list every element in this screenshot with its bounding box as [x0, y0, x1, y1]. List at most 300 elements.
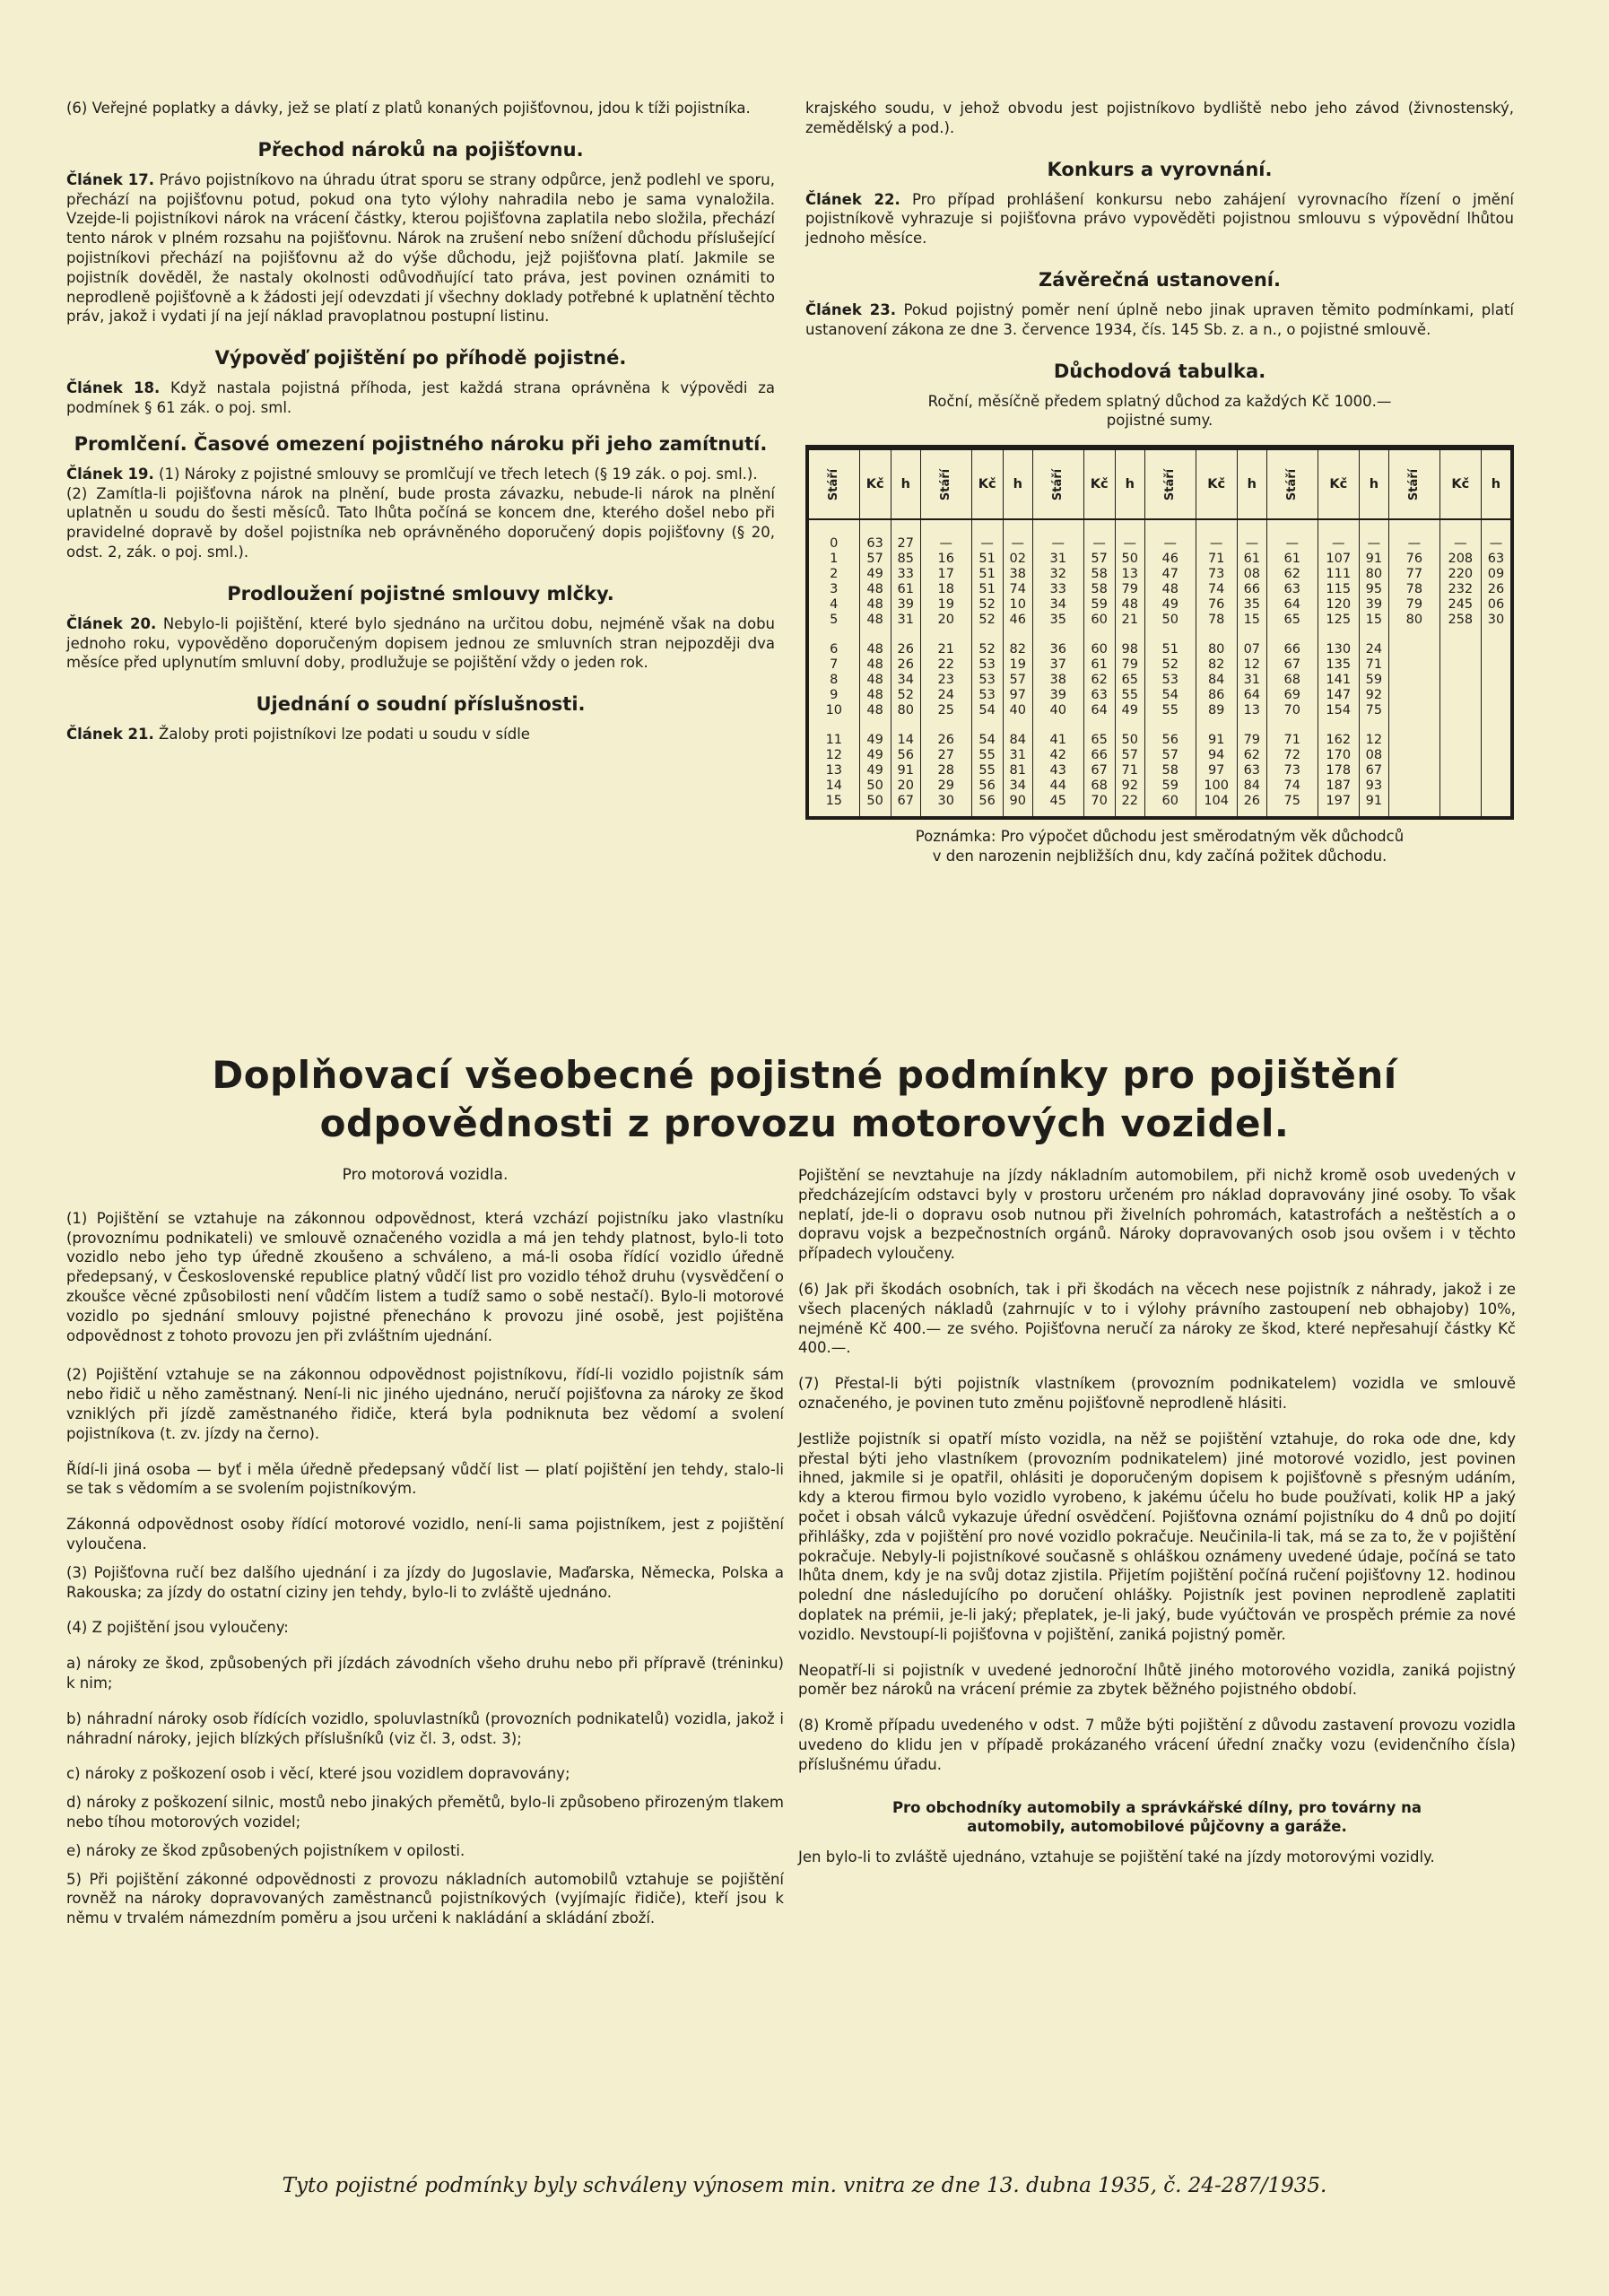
table-cell: 60 — [1083, 628, 1115, 657]
table-cell — [1439, 657, 1481, 673]
table-cell: 37 — [1032, 657, 1083, 673]
table-row — [809, 657, 1510, 673]
table-cell: 12 — [1359, 718, 1388, 748]
table-cell: 120 — [1318, 597, 1359, 613]
table-header-age: Stáří — [1266, 450, 1318, 519]
table-cell: 50 — [1115, 718, 1144, 748]
table-cell: 61 — [891, 582, 920, 597]
table-cell: 26 — [891, 628, 920, 657]
table-cell: 14 — [825, 778, 843, 794]
clause-5: 5) Při pojištění zákonné odpovědnosti z provozu nákladních automobilů vztahuje se pojištění rovněž na nároky dopravovaných zaměstnanců pojistníkových (vyjímajíc řidiče), kteří jsou k němu v trvalém námezdním poměru a jsou určeni k nakládání a skládání zboží. — [66, 1870, 784, 1927]
clause-4e: e) nároky ze škod způsobených pojistníkem v opilosti. — [66, 1841, 465, 1859]
table-cell: 77 — [1388, 567, 1439, 582]
table-cell: 75 — [1359, 703, 1388, 718]
table-cell: 111 — [1318, 567, 1359, 582]
table-cell — [1439, 778, 1481, 794]
article-21-label: Článek 21. — [66, 726, 154, 744]
table-cell: 54 — [971, 718, 1003, 748]
heading-jurisdiction: Ujednání o soudní příslušnosti. — [256, 693, 586, 716]
table-cell: — — [1388, 519, 1439, 552]
table-cell: 11 — [825, 733, 843, 748]
heading-annuity-table: Důchodová tabulka. — [1053, 360, 1266, 382]
table-cell: 220 — [1439, 567, 1481, 582]
table-row — [809, 718, 1510, 748]
table-cell: 56 — [891, 748, 920, 763]
table-subtitle-2: pojistné sumy. — [1106, 412, 1213, 430]
table-cell: 61 — [1266, 552, 1318, 567]
table-cell: 91 — [1196, 718, 1237, 748]
article-20-text: Nebylo-li pojištění, které bylo sjednáno na určitou dobu, nejméně však na dobu jednoho roku, vypověděno doporučeným dopisem jednou ze smluvních stran nejpozději dva měsíce před uplynutím smluvní doby, prodlužuje se pojištění vždy o jeden rok. — [66, 614, 775, 672]
table-cell: — — [1237, 519, 1266, 552]
table-cell: 53 — [971, 673, 1003, 688]
table-cell: 31 — [1237, 673, 1266, 688]
table-cell: 74 — [1003, 582, 1032, 597]
table-cell: 162 — [1318, 718, 1359, 748]
table-cell: 71 — [1266, 718, 1318, 748]
table-cell: 46 — [1144, 552, 1196, 567]
clause-7: (7) Přestal-li býti pojistník vlastníkem (provozním podnikatelem) vozidla ve smlouvě označeného, je povinen tuto změnu pojišťovně neprodleně hlásiti. — [798, 1375, 1516, 1412]
table-cell: 5 — [830, 613, 839, 628]
table-cell: 09 — [1481, 567, 1510, 582]
table-cell: 64 — [1266, 597, 1318, 613]
table-cell: 73 — [1266, 763, 1318, 778]
table-cell — [1439, 673, 1481, 688]
table-cell: 60 — [1144, 794, 1196, 816]
table-cell: 49 — [1144, 597, 1196, 613]
table-cell: 79 — [1237, 718, 1266, 748]
table-cell: 85 — [891, 552, 920, 567]
table-cell: 187 — [1318, 778, 1359, 794]
table-cell: 34 — [1032, 597, 1083, 613]
table-cell — [1481, 628, 1510, 657]
heading-limitation: Promlčení. Časové omezení pojistného nároku při jeho zamítnutí. — [74, 432, 768, 455]
table-cell: 67 — [891, 794, 920, 816]
table-cell — [1481, 688, 1510, 703]
table-row — [809, 748, 1510, 763]
table-cell: 79 — [1115, 657, 1144, 673]
table-cell: — — [1196, 519, 1237, 552]
table-cell: 50 — [859, 778, 891, 794]
table-cell: 52 — [971, 628, 1003, 657]
table-cell: 51 — [971, 567, 1003, 582]
table-cell — [1481, 718, 1510, 748]
heading-termination: Výpověď pojištění po příhodě pojistné. — [214, 347, 627, 370]
table-cell: 61 — [1237, 552, 1266, 567]
table-row — [809, 763, 1510, 778]
table-cell: 100 — [1196, 778, 1237, 794]
table-cell: 39 — [1032, 688, 1083, 703]
table-cell: 20 — [920, 613, 971, 628]
table-cell: 65 — [1266, 613, 1318, 628]
table-cell: 48 — [859, 688, 891, 703]
article-17-label: Článek 17. — [66, 170, 155, 188]
table-cell — [1481, 657, 1510, 673]
table-cell — [1388, 657, 1439, 673]
table-cell: 31 — [1003, 748, 1032, 763]
table-cell: 48 — [859, 597, 891, 613]
table-cell: 56 — [971, 778, 1003, 794]
table-cell: — — [971, 519, 1003, 552]
table-header-h: h — [1481, 450, 1510, 519]
table-cell: 15 — [1359, 613, 1388, 628]
table-cell: 104 — [1196, 794, 1237, 816]
table-cell: 49 — [1115, 703, 1144, 718]
table-cell: 4 — [830, 597, 839, 613]
article-23-label: Článek 23. — [805, 300, 896, 318]
subtitle-motor-vehicles: Pro motorová vozidla. — [342, 1166, 509, 1184]
table-cell: 97 — [1196, 763, 1237, 778]
clause-1: (1) Pojištění se vztahuje na zákonnou odpovědnost, která vzchází pojistníku jako vlastníku (provoznímu podnikateli) ve smlouvě označeného vozidla a má jen tehdy platnost, bylo-li toto vozidlo nebo jeho typ úředně zkoušeno a schváleno, a má-li osoba řídící vozidlo úředně předepsaný, v Československé republice platný vůdčí list pro vozidlo téhož druhu (vysvědčení o zkoušce věcné způsobilosti není vůdčím listem a tudíž samo o sobě nestačí). Bylo-li motorové vozidlo po sjednání smlouvy pojistné přenecháno k provozu jiné osobě, jest pojištěna odpovědnost z tohoto provozu jen při zvláštním ujednání. — [66, 1209, 784, 1344]
table-cell: 197 — [1318, 794, 1359, 816]
table-cell: 48 — [1115, 597, 1144, 613]
table-cell: 39 — [891, 597, 920, 613]
clause-driver-liability: Zákonná odpovědnost osoby řídící motorové vozidlo, není-li sama pojistníkem, jest z pojištění vyloučena. — [66, 1516, 784, 1552]
table-cell: 02 — [1003, 552, 1032, 567]
table-cell: 64 — [1237, 688, 1266, 703]
table-header-h: h — [1115, 450, 1144, 519]
table-cell: 75 — [1266, 794, 1318, 816]
table-cell: 60 — [1083, 613, 1115, 628]
table-header-age: Stáří — [1144, 450, 1196, 519]
clause-4d: d) nároky z poškození silnic, mostů nebo jinakých přemětů, bylo-li způsobeno přirozeným tlakem nebo tíhou motorových vozidel; — [66, 1794, 784, 1831]
article-19-b: (2) Zamítla-li pojišťovna nárok na plnění, bude prosta závazku, nebude-li nárok na plnění uplatněn u soudu do šesti měsíců. Tato lhůta počíná se koncem dne, kterého došel nebo při pravidelné dopravě by došel pojistníka neb oprávněného doporučený dopis pojišťovny (§ 20, odst. 2, zák. o poj. sml.). — [66, 484, 775, 561]
table-cell: 31 — [1032, 552, 1083, 567]
table-cell: 22 — [920, 657, 971, 673]
table-cell: 58 — [1144, 763, 1196, 778]
table-cell: 16 — [920, 552, 971, 567]
clause-6: (6) Jak při škodách osobních, tak i při škodách na věcech nese pojistník z náhrady, jakož i ze všech placených nákladů (zahrnujíc v to i výlohy právního zastoupení neb obhajoby) 10%, nejméně Kč 400.— ze svého. Pojišťovna neručí za nároky ze škod, které nepřesahují částky Kč 400.—. — [798, 1280, 1516, 1357]
table-cell: 57 — [1003, 673, 1032, 688]
table-cell: 81 — [1003, 763, 1032, 778]
table-cell: 58 — [1083, 582, 1115, 597]
table-cell: 55 — [1115, 688, 1144, 703]
table-cell: 56 — [1144, 718, 1196, 748]
table-cell: — — [1318, 519, 1359, 552]
table-cell: 21 — [1115, 613, 1144, 628]
table-cell: 35 — [1237, 597, 1266, 613]
clause-4b: b) náhradní nároky osob řídících vozidlo, spoluvlastníků (provozních podnikatelů) vozidla, jakož i náhradní nároky, jejich blízkých příslušníků (viz čl. 3, odst. 3); — [66, 1709, 784, 1747]
table-cell: 84 — [1196, 673, 1237, 688]
table-cell: 62 — [1083, 673, 1115, 688]
table-cell: 74 — [1196, 582, 1237, 597]
table-cell: — — [1032, 519, 1083, 552]
table-header-h: h — [1359, 450, 1388, 519]
clause-no-replacement: Neopatří-li si pojistník v uvedené jednoroční lhůtě jiného motorového vozidla, zaniká pojistný poměr bez nároků na vrácení prémie za zbytek běžného pojistného období. — [798, 1661, 1516, 1699]
table-header-h: h — [1237, 450, 1266, 519]
table-cell — [1388, 778, 1439, 794]
table-header-h: h — [1003, 450, 1032, 519]
table-cell: 80 — [1359, 567, 1388, 582]
table-row — [809, 688, 1510, 703]
article-17 — [66, 170, 775, 326]
table-cell: 52 — [1144, 657, 1196, 673]
table-cell: 20 — [891, 778, 920, 794]
table-row — [809, 673, 1510, 688]
table-cell: — — [1439, 519, 1481, 552]
table-cell: — — [920, 519, 971, 552]
table-cell: 80 — [891, 703, 920, 718]
table-cell: 34 — [891, 673, 920, 688]
table-cell: 06 — [1481, 597, 1510, 613]
table-cell: 50 — [1144, 613, 1196, 628]
table-cell: 49 — [859, 718, 891, 748]
table-cell: 0 — [830, 536, 839, 552]
table-cell: 63 — [1237, 763, 1266, 778]
table-header-age: Stáří — [920, 450, 971, 519]
table-row — [809, 567, 1510, 582]
table-cell — [1388, 748, 1439, 763]
table-cell — [1388, 628, 1439, 657]
supplement-title-line-2: odpovědnosti z provozu motorových vozidel. — [319, 1101, 1290, 1145]
table-cell — [1481, 794, 1510, 816]
table-cell: 10 — [1003, 597, 1032, 613]
table-cell: 258 — [1439, 613, 1481, 628]
table-cell: 26 — [1237, 794, 1266, 816]
clause-trucks: Pojištění se nevztahuje na jízdy nákladním automobilem, při nichž kromě osob uvedených v předcházejícím odstavci byly v prostoru určeném pro náklad dopravovány jiné osoby. To však neplatí, jde-li o dopravu osob nutnou při živelních pohromách, katastrofách a neštěstích a o dopravu vojsk a bezpečnostních orgánů. Nároky dopravovaných osob jsou ovšem i v těchto případech vyloučeny. — [798, 1167, 1516, 1263]
table-cell: 208 — [1439, 552, 1481, 567]
table-cell: 67 — [1359, 763, 1388, 778]
table-cell: 27 — [891, 519, 920, 552]
table-cell: 245 — [1439, 597, 1481, 613]
table-header-kc: Kč — [1196, 450, 1237, 519]
table-cell: 9 — [830, 688, 839, 703]
table-cell: 38 — [1003, 567, 1032, 582]
paragraph-fees: (6) Veřejné poplatky a dávky, jež se platí z platů konaných pojišťovnou, jdou k tíži pojistníka. — [66, 100, 751, 117]
article-17-text: Právo pojistníkovo na úhradu útrat sporu se strany odpůrce, jenž podlehl ve sporu, přechází na pojišťovnu potud, pokud ona tyto výlohy nahradila nebo je sama vynaložila. Vzejde-li pojistníkovi nárok na vrácení částky, kterou pojišťovna zaplatila nebo složila, přechází tento nárok v plném rozsahu na pojišťovnu. Nárok na zrušení nebo snížení důchodu příslušející pojistníkovi přechází na pojišťovnu až do výše důchodu, jejž pojišťovna platí. Jakmile se pojistník dověděl, že nastaly okolnosti odůvodňující tato práva, jest povinen oznámiti to neprodleně pojišťovně a k žádosti její odevzdati jí všechny doklady potřebné k uplatnění těchto práv, jakož i vydati jí na její náklad pravoplatnou postupní listinu. — [66, 170, 776, 326]
table-cell: 1 — [830, 552, 839, 567]
table-cell: 91 — [1359, 552, 1388, 567]
table-cell: 115 — [1318, 582, 1359, 597]
table-cell: 130 — [1318, 628, 1359, 657]
table-cell: 55 — [1144, 703, 1196, 718]
article-19-label: Článek 19. — [66, 465, 154, 483]
right-column-bottom — [798, 1166, 1516, 1867]
table-cell: 24 — [920, 688, 971, 703]
table-cell: — — [1266, 519, 1318, 552]
table-cell: 07 — [1237, 628, 1266, 657]
table-cell: 23 — [920, 673, 971, 688]
table-cell: 15 — [1237, 613, 1266, 628]
annuity-table-frame — [805, 445, 1514, 820]
article-18 — [66, 378, 775, 418]
table-header-age: Stáří — [809, 450, 859, 519]
table-cell: 49 — [859, 763, 891, 778]
table-cell: 48 — [1144, 582, 1196, 597]
table-cell: 52 — [971, 613, 1003, 628]
table-cell: 48 — [859, 613, 891, 628]
table-cell: 80 — [1196, 628, 1237, 657]
table-cell: 59 — [1359, 673, 1388, 688]
table-cell: 24 — [1359, 628, 1388, 657]
article-20 — [66, 614, 775, 673]
table-cell: 32 — [1032, 567, 1083, 582]
table-cell: 48 — [859, 673, 891, 688]
table-cell: 15 — [825, 794, 843, 809]
table-row — [809, 794, 1510, 816]
right-column-top — [805, 99, 1514, 866]
table-cell: 25 — [920, 703, 971, 718]
article-22 — [805, 190, 1514, 248]
table-cell: 54 — [1144, 688, 1196, 703]
table-cell: 80 — [1388, 613, 1439, 628]
table-cell: 53 — [971, 688, 1003, 703]
clause-8: (8) Kromě případu uvedeného v odst. 7 může býti pojištění z důvodu zastavení provozu vozidla uvedeno do klidu jen v případě prokázaného vrácení úřední značky vozu (evidenčního čísla) příslušnému úřadu. — [798, 1717, 1516, 1773]
table-cell: 13 — [825, 763, 843, 778]
table-cell: 40 — [1003, 703, 1032, 718]
table-cell: 61 — [1083, 657, 1115, 673]
table-cell: 76 — [1196, 597, 1237, 613]
article-22-label: Článek 22. — [805, 190, 900, 208]
heading-extension: Prodloužení pojistné smlouvy mlčky. — [227, 582, 614, 604]
table-note-1: Poznámka: Pro výpočet důchodu jest směrodatným věk důchodců — [915, 828, 1405, 846]
table-cell: 26 — [920, 718, 971, 748]
table-cell: 26 — [1481, 582, 1510, 597]
table-cell: 48 — [859, 582, 891, 597]
table-cell: 51 — [971, 582, 1003, 597]
article-21-text: Žaloby proti pojistníkovi lze podati u soudu v sídle — [159, 726, 530, 744]
table-cell: 49 — [859, 567, 891, 582]
table-cell: 232 — [1439, 582, 1481, 597]
table-cell: 12 — [825, 748, 843, 763]
table-header-kc: Kč — [971, 450, 1003, 519]
table-header-kc: Kč — [1083, 450, 1115, 519]
table-cell: 10 — [825, 703, 843, 718]
table-header-age: Stáří — [1032, 450, 1083, 519]
table-row — [809, 519, 1510, 552]
table-cell: 55 — [971, 748, 1003, 763]
table-cell: 27 — [920, 748, 971, 763]
table-cell: 46 — [1003, 613, 1032, 628]
table-note-2: v den narozenin nejbližších dnu, kdy začíná požitek důchodu. — [932, 848, 1387, 865]
table-cell: 63 — [1083, 688, 1115, 703]
table-cell: 84 — [1237, 778, 1266, 794]
table-cell: 45 — [1032, 794, 1083, 816]
table-cell — [1439, 688, 1481, 703]
table-row — [809, 703, 1510, 718]
article-18-text: Když nastala pojistná příhoda, jest každá strana oprávněna k výpovědi za podmínek § 61 zák. o poj. sml. — [66, 379, 775, 416]
table-row — [809, 582, 1510, 597]
table-cell: 72 — [1266, 748, 1318, 763]
table-cell: 92 — [1359, 688, 1388, 703]
table-cell: 8 — [830, 673, 839, 688]
table-cell: — — [1003, 519, 1032, 552]
table-cell: 79 — [1115, 582, 1144, 597]
table-cell: 91 — [1359, 794, 1388, 816]
table-cell: 65 — [1083, 718, 1115, 748]
table-cell: 66 — [1266, 628, 1318, 657]
table-cell: 19 — [1003, 657, 1032, 673]
table-cell: 6 — [830, 642, 839, 657]
table-subtitle-1: Roční, měsíčně předem splatný důchod za každých Kč 1000.— — [927, 392, 1392, 410]
table-cell: 47 — [1144, 567, 1196, 582]
table-cell: 135 — [1318, 657, 1359, 673]
table-cell: 82 — [1003, 628, 1032, 657]
table-cell: 08 — [1237, 567, 1266, 582]
table-header-age: Stáří — [1388, 450, 1439, 519]
clause-3: (3) Pojišťovna ručí bez dalšího ujednání i za jízdy do Jugoslavie, Maďarska, Německa, Polska a Rakouska; za jízdy do ostatní ciziny jen tehdy, bylo-li to zvláště ujednáno. — [66, 1563, 784, 1601]
table-cell: 49 — [859, 748, 891, 763]
table-cell: 44 — [1032, 778, 1083, 794]
table-cell — [1439, 748, 1481, 763]
article-19-a-text: (1) Nároky z pojistné smlouvy se promlčují ve třech letech (§ 19 zák. o poj. sml.). — [159, 465, 758, 483]
table-cell: 68 — [1266, 673, 1318, 688]
supplement-title — [0, 1051, 1609, 1148]
table-cell: 30 — [920, 794, 971, 816]
table-cell: 65 — [1115, 673, 1144, 688]
table-cell: 33 — [891, 567, 920, 582]
table-cell — [1481, 763, 1510, 778]
table-cell: 84 — [1003, 718, 1032, 748]
table-cell — [1439, 718, 1481, 748]
table-cell: 69 — [1266, 688, 1318, 703]
table-cell: 19 — [920, 597, 971, 613]
table-row — [809, 778, 1510, 794]
table-cell: 62 — [1237, 748, 1266, 763]
table-cell: 178 — [1318, 763, 1359, 778]
table-cell: 33 — [1032, 582, 1083, 597]
table-cell: 28 — [920, 763, 971, 778]
table-cell: 63 — [859, 519, 891, 552]
clause-4c: c) nároky z poškození osob i věcí, které jsou vozidlem dopravovány; — [66, 1765, 570, 1783]
clause-4: (4) Z pojištění jsou vyloučeny: — [66, 1619, 289, 1637]
table-cell: 48 — [859, 628, 891, 657]
table-header-kc: Kč — [859, 450, 891, 519]
table-cell — [1388, 703, 1439, 718]
table-cell: 43 — [1032, 763, 1083, 778]
table-cell: 53 — [971, 657, 1003, 673]
table-header-h: h — [891, 450, 920, 519]
article-19-a — [66, 465, 775, 484]
table-cell: — — [1481, 519, 1510, 552]
table-cell: 56 — [971, 794, 1003, 816]
table-cell: 141 — [1318, 673, 1359, 688]
table-cell — [1439, 628, 1481, 657]
table-cell: 170 — [1318, 748, 1359, 763]
table-cell: 91 — [891, 763, 920, 778]
table-cell: 26 — [891, 657, 920, 673]
table-cell — [1388, 688, 1439, 703]
table-cell: 66 — [1083, 748, 1115, 763]
table-cell: 107 — [1318, 552, 1359, 567]
table-cell: 90 — [1003, 794, 1032, 816]
table-cell: 70 — [1083, 794, 1115, 816]
table-cell: 7 — [830, 657, 839, 673]
table-cell: — — [1144, 519, 1196, 552]
table-cell: 76 — [1388, 552, 1439, 567]
article-20-label: Článek 20. — [66, 614, 157, 632]
table-cell: 48 — [859, 703, 891, 718]
heading-transfer-claims: Přechod nároků na pojišťovnu. — [257, 138, 584, 161]
clause-2: (2) Pojištění vztahuje se na zákonnou odpovědnost pojistníkovu, řídí-li vozidlo pojistník sám nebo řidič u něho zaměstnaný. Není-li nic jiného ujednáno, neručí pojišťovna za nároky ze škod vzniklých při jízdě zaměstnaného řidiče, která byla podniknuta bez vědomí a svolení pojistníkova (t. zv. jízdy na černo). — [66, 1366, 784, 1442]
table-cell: 51 — [971, 552, 1003, 567]
table-cell: 63 — [1481, 552, 1510, 567]
table-cell: 95 — [1359, 582, 1388, 597]
table-row — [809, 597, 1510, 613]
table-cell: 50 — [859, 794, 891, 816]
clause-dealers: Jen bylo-li to zvláště ujednáno, vztahuje se pojištění také na jízdy motorovými vozidly. — [798, 1848, 1435, 1866]
table-cell: 22 — [1115, 794, 1144, 816]
table-cell: 97 — [1003, 688, 1032, 703]
table-cell: 42 — [1032, 748, 1083, 763]
table-cell: 48 — [859, 657, 891, 673]
table-cell — [1481, 703, 1510, 718]
table-cell: 53 — [1144, 673, 1196, 688]
clause-4a: a) nároky ze škod, způsobených při jízdách závodních všeho druhu nebo při přípravě (tréninku) k nim; — [66, 1655, 784, 1692]
table-cell: 67 — [1266, 657, 1318, 673]
table-cell: 94 — [1196, 748, 1237, 763]
article-23 — [805, 300, 1514, 340]
table-cell: 31 — [891, 613, 920, 628]
